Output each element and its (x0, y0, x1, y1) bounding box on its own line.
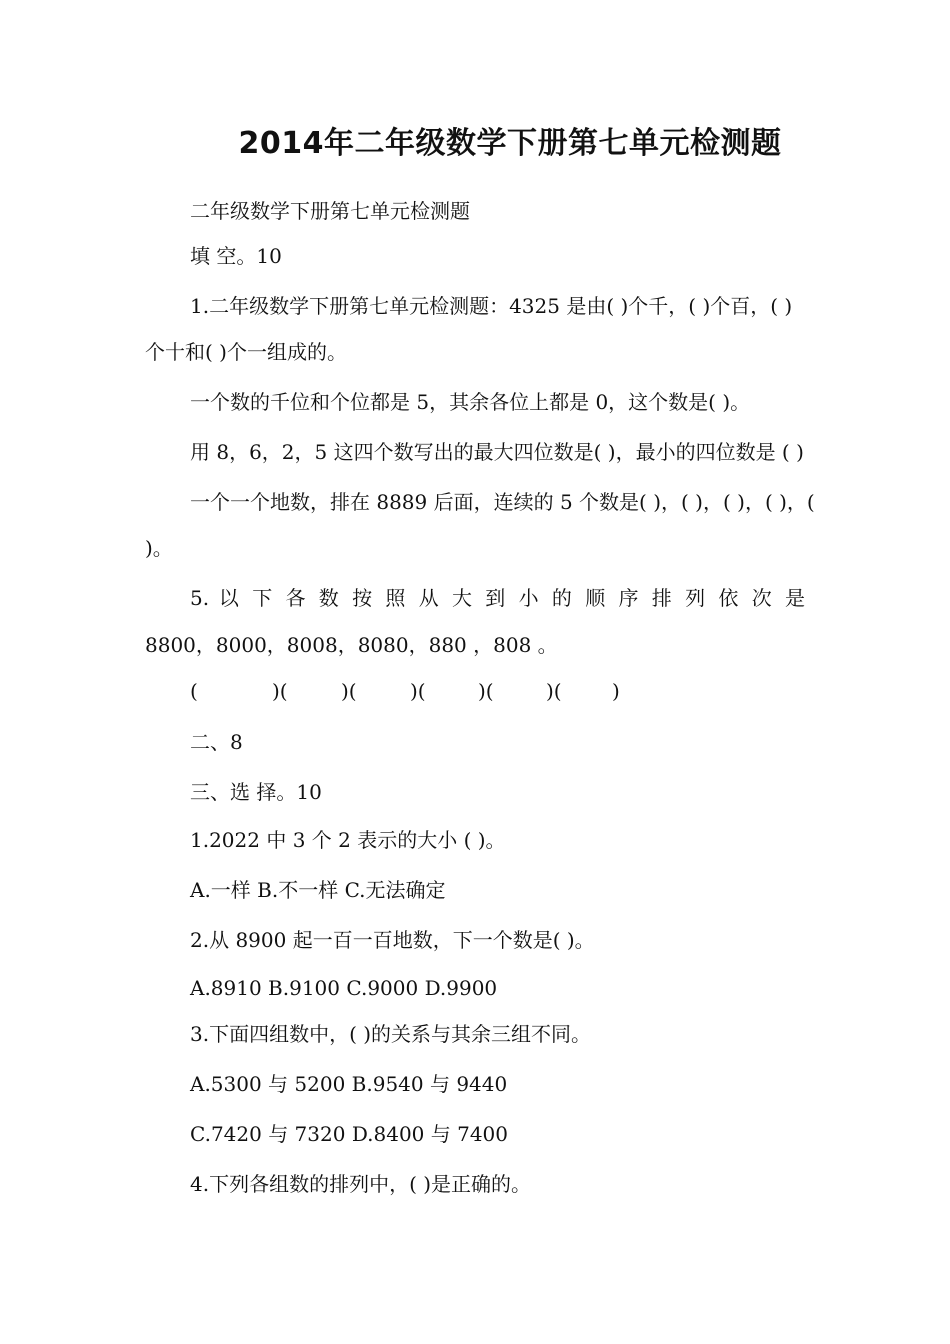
answer-blank: )( (272, 679, 288, 703)
answer-blank: ) (612, 679, 620, 703)
answer-blank: )( (546, 679, 562, 703)
answer-blank: )( (341, 679, 357, 703)
answer-blank: )( (410, 679, 426, 703)
section-heading-fill-blank: 填 空。10 (190, 244, 282, 268)
section-heading: 二、8 (190, 730, 243, 754)
document-title: 2014年二年级数学下册第七单元检测题 (238, 126, 782, 161)
question-line: 1.二年级数学下册第七单元检测题：4325 是由( )个千，( )个百，( ) (190, 294, 793, 318)
answer-blank: )( (478, 679, 494, 703)
answer-options: C.7420 与 7320 D.8400 与 7400 (190, 1122, 509, 1146)
answer-options: A.5300 与 5200 B.9540 与 9440 (190, 1072, 508, 1096)
subtitle-line: 二年级数学下册第七单元检测题 (190, 199, 470, 223)
question-line: 1.2022 中 3 个 2 表示的大小 ( )。 (190, 828, 506, 852)
question-line: 8800，8000，8008，8080，880 ，808 。 (145, 633, 558, 657)
question-line: 一个数的千位和个位都是 5，其余各位上都是 0，这个数是( )。 (190, 390, 751, 414)
answer-blank: ( (190, 679, 198, 703)
question-line: 4.下列各组数的排列中，( )是正确的。 (190, 1172, 532, 1196)
question-line: 用 8，6，2，5 这四个数写出的最大四位数是( )，最小的四位数是 ( ) (190, 440, 804, 464)
answer-options: A.8910 B.9100 C.9000 D.9900 (190, 976, 498, 1000)
question-line: 2.从 8900 起一百一百地数，下一个数是( )。 (190, 928, 595, 952)
question-line: 个十和( )个一组成的。 (145, 340, 347, 364)
question-line: )。 (145, 536, 173, 560)
question-line: 一个一个地数，排在 8889 后面，连续的 5 个数是( )，( )，( )，( )，( (190, 490, 815, 514)
question-line: 5. 以 下 各 数 按 照 从 大 到 小 的 顺 序 排 列 依 次 是 (190, 586, 805, 610)
answer-options: A.一样 B.不一样 C.无法确定 (190, 878, 446, 902)
question-line: 3.下面四组数中，( )的关系与其余三组不同。 (190, 1022, 592, 1046)
section-heading-choice: 三、选 择。10 (190, 780, 322, 804)
